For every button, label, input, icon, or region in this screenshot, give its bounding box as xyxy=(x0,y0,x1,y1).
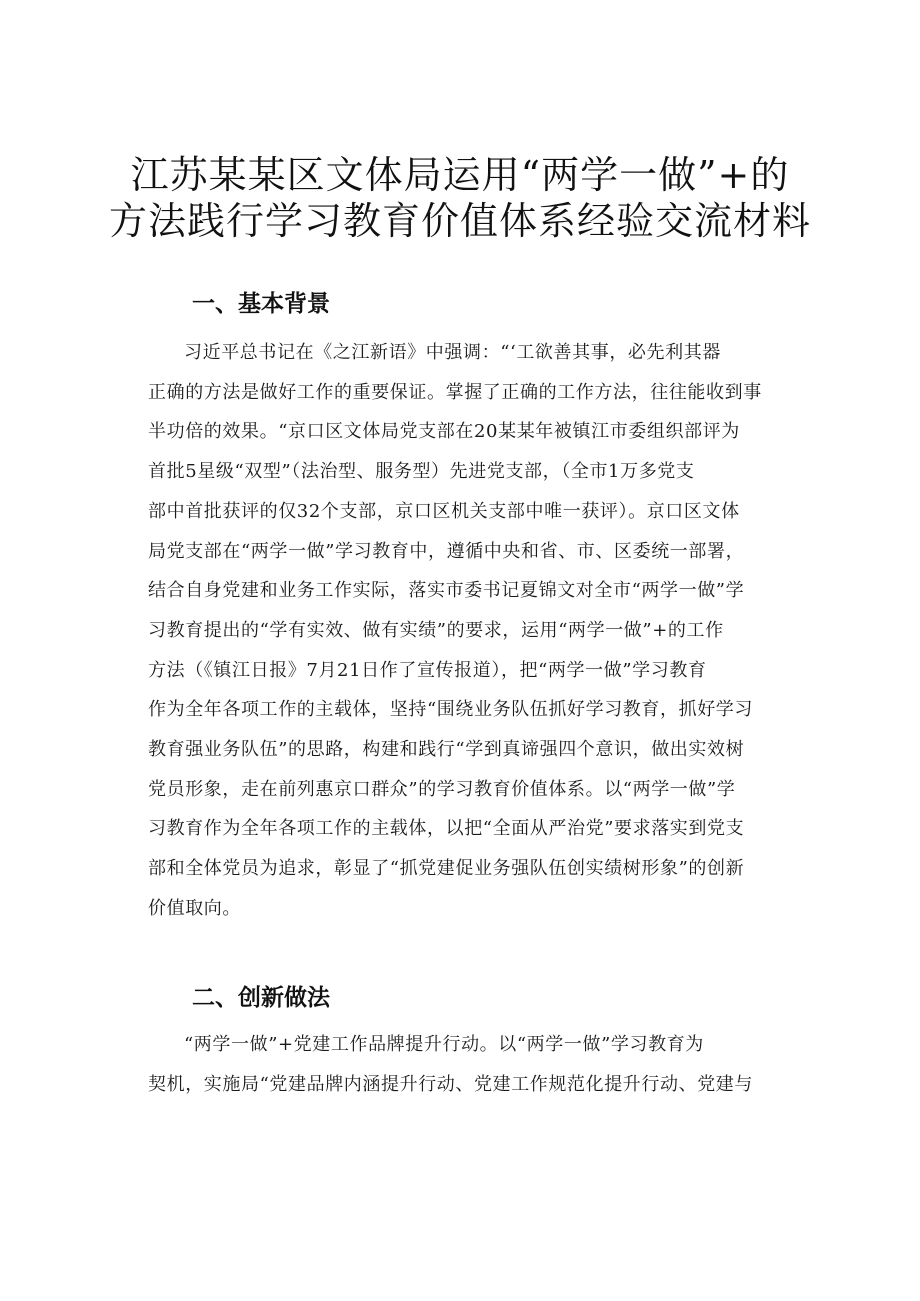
section-heading-innovation: 二、创新做法 xyxy=(192,985,330,1011)
section-body-innovation xyxy=(148,1025,808,1104)
paragraph-line: 习近平总书记在《之江新语》中强调：“‘工欲善其事，必先利其器 xyxy=(184,342,721,363)
paragraph-line: 部和全体党员为追求，彰显了“抓党建促业务强队伍创实绩树形象”的创新 xyxy=(148,858,745,880)
paragraph-line: 结合自身党建和业务工作实际，落实市委书记夏锦文对全市“两学一做”学 xyxy=(148,580,745,602)
paragraph-line: 方法（《镇江日报》7月21日作了宣传报道），把“两学一做”学习教育 xyxy=(148,659,707,681)
paragraph-line: “两学一做”+党建工作品牌提升行动。以“两学一做”学习教育为 xyxy=(184,1034,704,1055)
paragraph-line: 党员形象，走在前列惠京口群众”的学习教育价值体系。以“两学一做”学 xyxy=(148,778,736,800)
paragraph-line: 部中首批获评的仅32个支部，京口区机关支部中唯一获评）。京口区文体 xyxy=(148,500,740,522)
paragraph-line: 价值取向。 xyxy=(148,897,241,919)
section-heading-background: 一、基本背景 xyxy=(192,291,330,317)
section-body-background xyxy=(148,333,808,929)
paragraph-line: 习教育作为全年各项工作的主载体，以把“全面从严治党”要求落实到党支 xyxy=(148,818,745,840)
title-line-1: 江苏某某区文体局运用“两学一做”+的 xyxy=(130,153,790,197)
title-line-2: 方法践行学习教育价值体系经验交流材料 xyxy=(108,199,811,243)
paragraph-line: 半功倍的效果。“京口区文体局党支部在20某某年被镇江市委组织部评为 xyxy=(148,421,740,443)
document-title xyxy=(0,152,920,244)
paragraph-line: 首批5星级“双型”（法治型、服务型）先进党支部，（全市1万多党支 xyxy=(148,461,695,483)
paragraph-line: 契机，实施局“党建品牌内涵提升行动、党建工作规范化提升行动、党建与 xyxy=(148,1073,753,1095)
paragraph-line: 局党支部在“两学一做”学习教育中，遵循中央和省、市、区委统一部署， xyxy=(148,540,745,562)
paragraph-line: 教育强业务队伍”的思路，构建和践行“学到真谛强四个意识，做出实效树 xyxy=(148,739,745,761)
paragraph-line: 正确的方法是做好工作的重要保证。掌握了正确的工作方法，往往能收到事 xyxy=(148,381,762,403)
paragraph-line: 作为全年各项工作的主载体，坚持“围绕业务队伍抓好学习教育，抓好学习 xyxy=(148,699,753,721)
paragraph-line: 习教育提出的“学有实效、做有实绩”的要求，运用“两学一做”+的工作 xyxy=(148,619,724,641)
